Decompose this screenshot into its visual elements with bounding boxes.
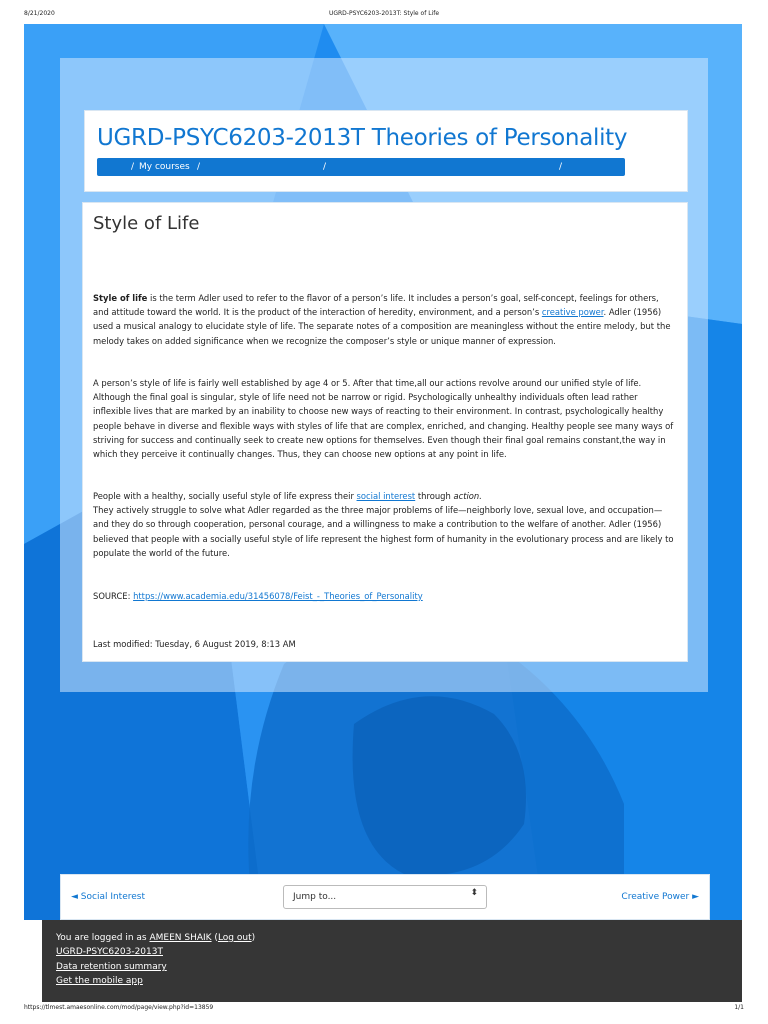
paragraph-3-italic: action. — [453, 491, 482, 501]
footer-course-link[interactable]: UGRD-PSYC6203-2013T — [56, 947, 163, 957]
logout-open: ( — [211, 933, 218, 943]
print-title: UGRD-PSYC6203-2013T: Style of Life — [328, 10, 440, 17]
print-date: 8/21/2020 — [24, 10, 55, 17]
breadcrumb-separator: / — [323, 162, 327, 172]
breadcrumb-separator: / — [559, 162, 563, 172]
login-info — [56, 933, 255, 943]
login-prefix: You are logged in as — [56, 933, 150, 943]
course-title[interactable]: UGRD-PSYC6203-2013T Theories of Personality — [97, 125, 628, 151]
breadcrumb-my-courses[interactable]: My courses — [139, 162, 190, 172]
creative-power-link[interactable]: creative power — [541, 307, 604, 318]
social-interest-link[interactable]: social interest — [356, 491, 416, 501]
mobile-app-link[interactable]: Get the mobile app — [56, 976, 143, 986]
user-profile-link[interactable]: AMEEN SHAIK — [149, 933, 212, 943]
paragraph-1-text-a: is the term Adler used to refer to the flavor of a person’s life. It includes a person’s goal, self-concept, feelings for others, and attitude toward the world. It is the product of the interaction of heredity, environment, and a person’s — [93, 293, 659, 318]
term-style-of-life: Style of life — [93, 293, 148, 303]
select-arrows-icon: ⬍ — [470, 888, 478, 898]
page-footer — [42, 920, 742, 1002]
source-link[interactable]: https://www.academia.edu/31456078/Feist_-_Theories_of_Personality — [133, 591, 423, 601]
logout-link[interactable]: Log out — [217, 933, 252, 943]
source-line — [93, 589, 675, 603]
data-retention-link[interactable]: Data retention summary — [56, 962, 167, 972]
paragraph-1-text-b: . Adler (1956) used a musical analogy to elucidate style of life. The separate notes of a composition are meaningless without the entire melody, but the melody takes on added significance when we recognize the composer’s style or unique manner of expression. — [93, 307, 671, 346]
paragraph-3-line-2: They actively struggle to solve what Adler regarded as the three major problems of life—neighborly love, sexual love, and occupation—and they do so through cooperation, personal courage, and a willingness to make a contribution to the welfare of another. Adler (1956) believed that people with a socially useful style of life represent the highest form of humanity in the evolutionary process and are likely to populate the world of the future. — [93, 505, 674, 558]
last-modified: Last modified: Tuesday, 6 August 2019, 8:13 AM — [93, 639, 296, 649]
jump-to-select[interactable] — [283, 885, 487, 909]
breadcrumb-separator: / — [131, 162, 135, 172]
course-header — [84, 110, 688, 192]
next-activity-link[interactable]: Creative Power ► — [621, 892, 699, 902]
paragraph-3 — [93, 489, 675, 560]
paragraph-1 — [93, 291, 675, 348]
print-url: https://tlmest.amaesonline.com/mod/page/view.php?id=13859 — [24, 1004, 214, 1011]
print-footer — [0, 1004, 768, 1024]
paragraph-3-text-b: through — [415, 491, 454, 501]
paragraph-2: A person’s style of life is fairly well established by age 4 or 5. After that time,all our actions revolve around our unified style of life. Although the final goal is singular, style of life need not be narrow or rigid. Psychologically unhealthy individuals often lead rather inflexible lives that are marked by an inability to choose new ways of reacting to their environment. In contrast, psychologically healthy people behave in diverse and flexible ways with styles of life that are complex, enriched, and changing. Healthy people see many ways of striving for success and continually seek to create new options for themselves. Even though their final goal remains constant,the way in which they perceive it continually changes. Thus, they can choose new options at any point in life. — [93, 378, 674, 460]
breadcrumb — [97, 158, 625, 176]
source-label: SOURCE: — [93, 591, 134, 601]
page-content — [82, 202, 688, 662]
breadcrumb-separator: / — [197, 162, 201, 172]
print-page-number: 1/1 — [734, 1004, 744, 1011]
logout-close: ) — [251, 933, 256, 943]
paragraph-3-text-a: People with a healthy, socially useful style of life express their — [93, 491, 357, 501]
previous-activity-link[interactable]: ◄ Social Interest — [71, 892, 146, 902]
jump-to-label: Jump to... — [293, 892, 337, 902]
page-title: Style of Life — [93, 213, 200, 234]
activity-navigation — [60, 874, 710, 920]
print-header — [0, 0, 768, 24]
